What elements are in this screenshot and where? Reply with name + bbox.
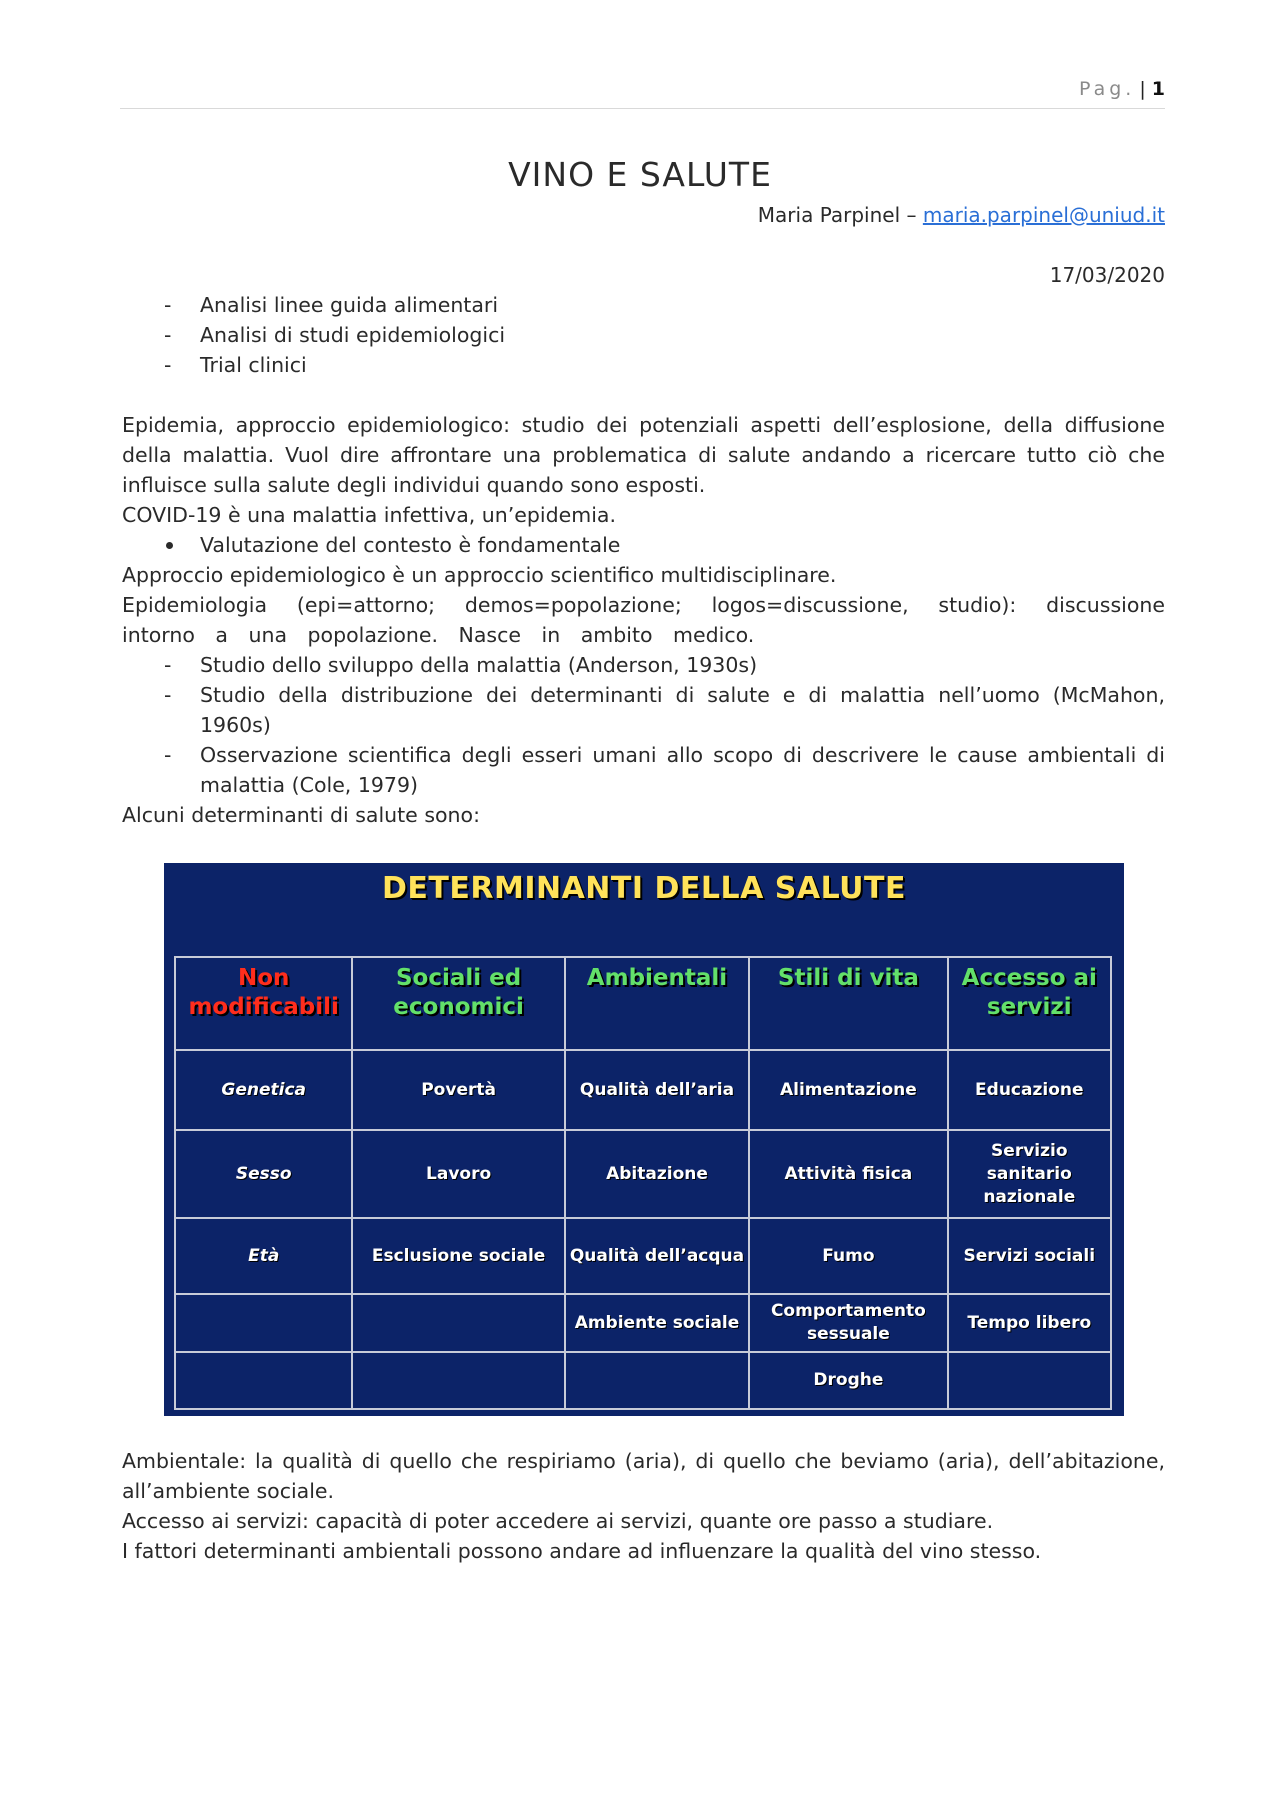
- table-row: [175, 1352, 1111, 1409]
- table-cell: Comportamento sessuale: [749, 1294, 947, 1352]
- author-email-link[interactable]: maria.parpinel@uniud.it: [922, 203, 1165, 227]
- page-separator: |: [1139, 78, 1146, 100]
- table-cell: Povertà: [352, 1050, 564, 1130]
- table-cell: [565, 1352, 749, 1409]
- table-cell: [352, 1352, 564, 1409]
- author-line: [758, 203, 1165, 227]
- intro-list: [122, 290, 1165, 380]
- epidemiology-list: [122, 650, 1165, 800]
- table-cell: Esclusione sociale: [352, 1218, 564, 1294]
- table-cell: Abitazione: [565, 1130, 749, 1218]
- page-number: 1: [1151, 78, 1165, 100]
- table-cell: Droghe: [749, 1352, 947, 1409]
- paragraph: Alcuni determinanti di salute sono:: [122, 803, 480, 827]
- table-cell: Alimentazione: [749, 1050, 947, 1130]
- intro-section: [122, 290, 1165, 830]
- paragraph: I fattori determinanti ambientali possono andare ad influenzare la qualità del vino stesso.: [122, 1539, 1042, 1563]
- paragraph: Accesso ai servizi: capacità di poter accedere ai servizi, quante ore passo a studiare.: [122, 1509, 994, 1533]
- table-cell: Fumo: [749, 1218, 947, 1294]
- document-date: 17/03/2020: [1049, 263, 1165, 287]
- table-cell: Sesso: [175, 1130, 352, 1218]
- document-title: VINO E SALUTE: [508, 155, 772, 194]
- determinants-figure: [164, 863, 1124, 1416]
- page-label: Pag.: [1079, 78, 1136, 100]
- table-header-cell: Stili di vita: [749, 957, 947, 1050]
- table-cell: [175, 1294, 352, 1352]
- table-header-cell: Ambientali: [565, 957, 749, 1050]
- table-row: [175, 1294, 1111, 1352]
- table-cell: Qualità dell’acqua: [565, 1218, 749, 1294]
- table-row: [175, 1050, 1111, 1130]
- table-cell: Tempo libero: [948, 1294, 1111, 1352]
- table-cell: Ambiente sociale: [565, 1294, 749, 1352]
- paragraph: Epidemiologia (epi=attorno; demos=popolazione; logos=discussione, studio): discussione intorno a una popolazione. Nasce in ambito medico.: [122, 593, 1165, 647]
- determinants-table: [174, 956, 1112, 1410]
- list-item: Valutazione del contesto è fondamentale: [122, 530, 1165, 560]
- list-item: - Studio dello sviluppo della malattia (Anderson, 1930s): [122, 650, 1165, 680]
- table-cell: Servizi sociali: [948, 1218, 1111, 1294]
- page-number-label: [1079, 78, 1165, 100]
- list-item: - Osservazione scientifica degli esseri umani allo scopo di descrivere le cause ambientali di malattia (Cole, 1979): [122, 740, 1165, 800]
- list-item: - Analisi linee guida alimentari: [122, 290, 1165, 320]
- bullet-list: [122, 530, 1165, 560]
- table-row: [175, 1218, 1111, 1294]
- list-item: - Trial clinici: [122, 350, 1165, 380]
- table-header-cell: Sociali ed economici: [352, 957, 564, 1050]
- table-header-cell: Non modificabili: [175, 957, 352, 1050]
- table-cell: Qualità dell’aria: [565, 1050, 749, 1130]
- table-cell: [175, 1352, 352, 1409]
- table-cell: Educazione: [948, 1050, 1111, 1130]
- table-cell: [948, 1352, 1111, 1409]
- table-header-cell: Accesso ai servizi: [948, 957, 1111, 1050]
- table-cell: Servizio sanitario nazionale: [948, 1130, 1111, 1218]
- author-name: Maria Parpinel –: [757, 203, 923, 227]
- table-cell: Età: [175, 1218, 352, 1294]
- table-cell: [352, 1294, 564, 1352]
- table-cell: Lavoro: [352, 1130, 564, 1218]
- table-cell: Attività fisica: [749, 1130, 947, 1218]
- table-cell: Genetica: [175, 1050, 352, 1130]
- paragraph: COVID-19 è una malattia infettiva, un’epidemia.: [122, 503, 616, 527]
- paragraph: Approccio epidemiologico è un approccio scientifico multidisciplinare.: [122, 563, 837, 587]
- closing-section: [122, 1446, 1165, 1566]
- list-item: - Studio della distribuzione dei determinanti di salute e di malattia nell’uomo (McMahon, 1960s): [122, 680, 1165, 740]
- table-row: [175, 1130, 1111, 1218]
- determinants-title: DETERMINANTI DELLA SALUTE: [382, 871, 906, 906]
- page-header: [120, 78, 1165, 109]
- paragraph: Ambientale: la qualità di quello che respiriamo (aria), di quello che beviamo (aria), dell’abitazione, all’ambiente sociale.: [122, 1449, 1165, 1503]
- paragraph: Epidemia, approccio epidemiologico: studio dei potenziali aspetti dell’esplosione, della diffusione della malattia. Vuol dire affrontare una problematica di salute andando a ricercare tutto ciò che influisce sulla salute degli individui quando sono esposti.: [122, 413, 1165, 497]
- list-item: - Analisi di studi epidemiologici: [122, 320, 1165, 350]
- table-header-row: [175, 957, 1111, 1050]
